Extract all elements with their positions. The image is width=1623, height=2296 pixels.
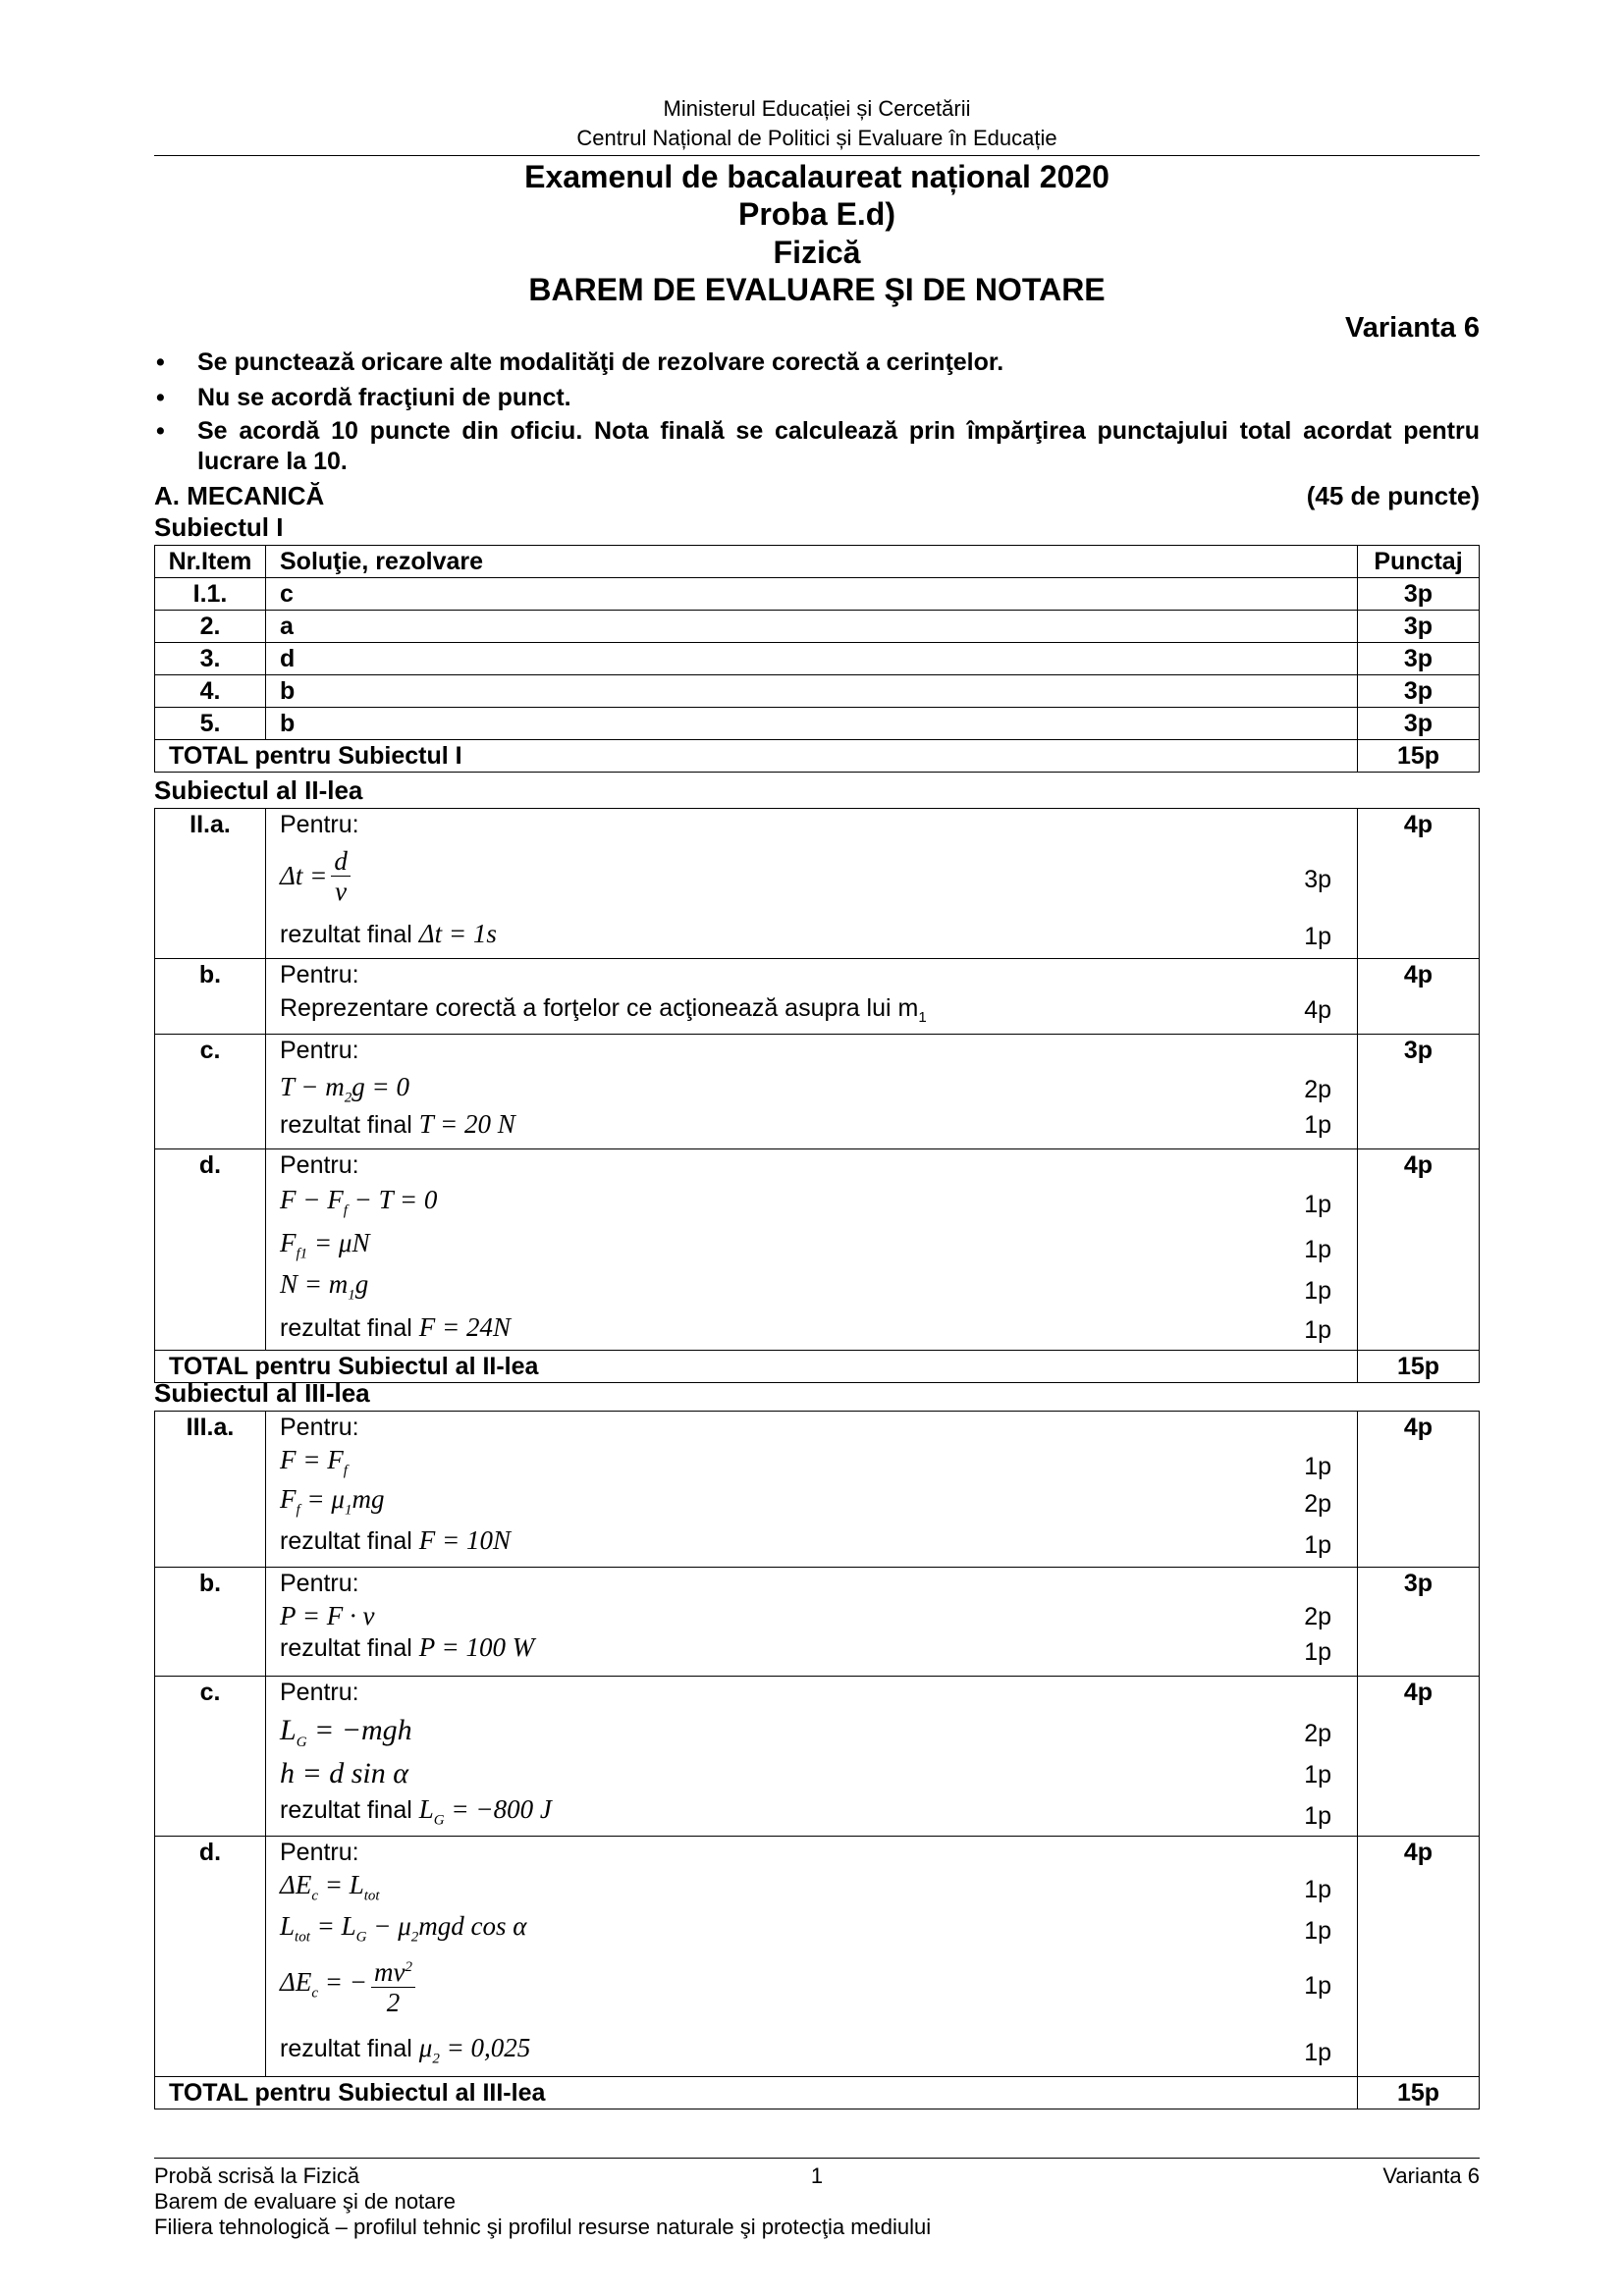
footer-rule	[154, 2158, 1480, 2159]
formula-line: $F - F_f - T = 0$ 1p	[280, 1185, 1331, 1219]
result-line: rezultat final F = 24N 1p	[280, 1312, 1331, 1344]
section-header	[154, 481, 1480, 511]
rule-item: • Se punctează oricare alte modalităţi de rezolvare corectă a cerinţelor.	[154, 346, 1480, 379]
line-points: 1p	[1304, 1236, 1331, 1263]
formula-line: Δt = $\frac{d}{v}$ 3p	[280, 846, 1331, 906]
answer: b	[266, 675, 1358, 708]
rule-item: • Se acordă 10 puncte din oficiu. Nota finală se calculează prin împărţirea punctajului total acordat pentru lucrare la 10.	[156, 417, 1480, 475]
total-points: 15p	[1358, 2077, 1480, 2109]
result-line: rezultat final Δt = 1s 1p	[280, 919, 1331, 950]
barem-title: BAREM DE EVALUARE ŞI DE NOTARE	[528, 272, 1106, 307]
section-title: A. MECANICĂ	[154, 481, 325, 510]
subject1-table	[154, 545, 1480, 773]
item-points: 3p	[1358, 611, 1480, 643]
line-points: 2p	[1304, 1076, 1331, 1103]
item-number: d.	[155, 1837, 266, 2077]
item-row-IIa	[155, 809, 1480, 959]
bullet-icon: •	[156, 384, 165, 411]
line-points: 1p	[1304, 1802, 1331, 1830]
col-header-points: Punctaj	[1358, 546, 1480, 578]
item-row-IId	[155, 1149, 1480, 1351]
formula-line: h = d sin α 1p	[280, 1757, 1331, 1789]
solution-cell	[266, 1035, 1358, 1149]
total-row	[155, 2077, 1480, 2109]
item-row-IIId	[155, 1837, 1480, 2077]
pentru-label: Pentru:	[280, 961, 359, 988]
line-points: 2p	[1304, 1720, 1331, 1747]
line-points: 1p	[1304, 1191, 1331, 1218]
item-number: c.	[155, 1677, 266, 1837]
subject3-title: Subiectul al III-lea	[154, 1378, 370, 1408]
center-name: Centrul Național de Politici și Evaluare în Educație	[576, 126, 1057, 150]
subject2-table	[154, 808, 1480, 1383]
total-label: TOTAL pentru Subiectul I	[155, 740, 1358, 773]
fraction: $\frac{mv^2}{2}$	[371, 1952, 415, 2017]
formula-line: $\Delta E_c = L_{tot}$ 1p	[280, 1870, 1331, 1904]
item-points: 4p	[1358, 1412, 1480, 1568]
proba-title: Proba E.d)	[737, 196, 895, 232]
item-points: 4p	[1358, 1837, 1480, 2077]
variant-label: Varianta 6	[1344, 312, 1480, 344]
subject1-title: Subiectul I	[154, 512, 284, 542]
solution-cell	[266, 809, 1358, 959]
footer-profile: Filiera tehnologică – profilul tehnic şi profilul resurse naturale şi protecţia mediului	[154, 2215, 932, 2239]
solution-cell	[266, 1837, 1358, 2077]
item-points: 4p	[1358, 1149, 1480, 1351]
item-points: 4p	[1358, 959, 1480, 1035]
table-row	[155, 675, 1480, 708]
item-row-IIc	[155, 1035, 1480, 1149]
answer: d	[266, 643, 1358, 675]
result-line: rezultat final T = 20 N 1p	[280, 1109, 1331, 1139]
item-row-IIIb	[155, 1568, 1480, 1677]
pentru-label: Pentru:	[280, 1570, 359, 1597]
total-label: TOTAL pentru Subiectul al II-lea	[155, 1351, 1358, 1383]
bullet-icon: •	[156, 417, 165, 445]
formula-line: $T - m_2g = 0$ 2p	[280, 1072, 1331, 1106]
table-row	[155, 578, 1480, 611]
rules-list	[154, 346, 1480, 477]
line-points: 1p	[1304, 2039, 1331, 2066]
item-number: 3.	[155, 643, 266, 675]
fraction: $\frac{d}{v}$	[331, 846, 351, 906]
line-points: 3p	[1304, 866, 1331, 893]
section-points: (45 de puncte)	[1306, 481, 1480, 510]
table-row	[155, 611, 1480, 643]
result-line: rezultat final $\mu_2 = 0,025$ 1p	[280, 2033, 1331, 2067]
pentru-label: Pentru:	[280, 1679, 359, 1706]
formula-line: $F = F_f$ 1p	[280, 1445, 1331, 1480]
ministry-name: Ministerul Educației și Cercetării	[663, 96, 971, 121]
line-points: 1p	[1304, 923, 1331, 950]
line-points: 1p	[1304, 1638, 1331, 1666]
subject-title: Fizică	[773, 235, 861, 270]
formula-line: $\Delta E_c$ = − $\frac{mv^2}{2}$ 1p	[280, 1952, 1357, 2017]
item-points: 3p	[1358, 708, 1480, 740]
answer: b	[266, 708, 1358, 740]
solution-cell	[266, 1677, 1358, 1837]
line-points: 1p	[1304, 1917, 1331, 1945]
pentru-label: Pentru:	[280, 1414, 359, 1441]
item-number: b.	[155, 1568, 266, 1677]
line-points: 1p	[1304, 1972, 1331, 2000]
item-points: 4p	[1358, 809, 1480, 959]
item-row-IIb	[155, 959, 1480, 1035]
line-points: 1p	[1304, 1761, 1331, 1789]
col-header-solution: Soluţie, rezolvare	[266, 546, 1358, 578]
table-row	[155, 643, 1480, 675]
page-number: 1	[810, 2163, 824, 2188]
line-points: 2p	[1304, 1490, 1331, 1518]
answer: a	[266, 611, 1358, 643]
item-points: 4p	[1358, 1677, 1480, 1837]
line-points: 1p	[1304, 1316, 1331, 1344]
pentru-label: Pentru:	[280, 1037, 359, 1064]
item-number: d.	[155, 1149, 266, 1351]
item-number: 5.	[155, 708, 266, 740]
item-points: 3p	[1358, 1035, 1480, 1149]
result-line: rezultat final F = 10N 1p	[280, 1525, 1331, 1559]
total-label: TOTAL pentru Subiectul al III-lea	[155, 2077, 1358, 2109]
item-number: 4.	[155, 675, 266, 708]
line-points: 1p	[1304, 1111, 1331, 1139]
item-points: 3p	[1358, 675, 1480, 708]
formula-line: P = F · v 2p	[280, 1601, 1331, 1630]
item-number: I.1.	[155, 578, 266, 611]
table-header-row	[155, 546, 1480, 578]
item-row-IIIa	[155, 1412, 1480, 1568]
item-number: II.a.	[155, 809, 266, 959]
footer-exam-name: Probă scrisă la Fizică	[154, 2163, 360, 2188]
item-points: 3p	[1358, 1568, 1480, 1677]
formula-line: $N = m_1g$ 1p	[280, 1269, 1331, 1305]
footer-doc-type: Barem de evaluare şi de notare	[154, 2189, 456, 2214]
solution-cell	[266, 1412, 1358, 1568]
pentru-label: Pentru:	[280, 1839, 359, 1866]
pentru-label: Pentru:	[280, 1151, 359, 1179]
total-points: 15p	[1358, 740, 1480, 773]
item-points: 3p	[1358, 643, 1480, 675]
formula-line: $F_{f1} = \mu N$ 1p	[280, 1228, 1331, 1263]
item-number: 2.	[155, 611, 266, 643]
item-points: 3p	[1358, 578, 1480, 611]
col-header-item: Nr.Item	[155, 546, 266, 578]
answer: c	[266, 578, 1358, 611]
solution-cell	[266, 1568, 1358, 1677]
footer	[154, 2163, 1480, 2240]
solution-cell	[266, 959, 1358, 1035]
text-line: Reprezentare corectă a forţelor ce acţionează asupra lui $m_1$ 4p	[280, 994, 1331, 1026]
line-points: 1p	[1304, 1277, 1331, 1305]
result-line: rezultat final $L_G = -800$ J 1p	[280, 1794, 1331, 1830]
table-row	[155, 708, 1480, 740]
item-number: c.	[155, 1035, 266, 1149]
total-points: 15p	[1358, 1351, 1480, 1383]
footer-variant: Varianta 6	[1382, 2163, 1480, 2188]
formula-line: $F_f = \mu_1mg$ 2p	[280, 1484, 1331, 1519]
bullet-icon: •	[156, 348, 165, 376]
line-points: 4p	[1304, 996, 1331, 1024]
subject2-title: Subiectul al II-lea	[154, 775, 363, 805]
formula-line: $L_{tot} = L_G - \mu_2mgd$ cos α 1p	[280, 1911, 1331, 1946]
subject3-table	[154, 1411, 1480, 2109]
rule-item: • Nu se acordă fracţiuni de punct.	[154, 381, 1480, 414]
item-number: III.a.	[155, 1412, 266, 1568]
item-number: b.	[155, 959, 266, 1035]
formula-line: $L_G = -mgh$ 2p	[280, 1714, 1331, 1750]
total-row	[155, 740, 1480, 773]
exam-title: Examenul de bacalaureat național 2020	[524, 159, 1109, 194]
line-points: 1p	[1304, 1453, 1331, 1480]
solution-cell	[266, 1149, 1358, 1351]
line-points: 2p	[1304, 1603, 1331, 1630]
line-points: 1p	[1304, 1531, 1331, 1559]
item-row-IIIc	[155, 1677, 1480, 1837]
line-points: 1p	[1304, 1876, 1331, 1903]
result-line: rezultat final P = 100 W 1p	[280, 1632, 1331, 1666]
header-rule	[154, 155, 1480, 156]
pentru-label: Pentru:	[280, 811, 359, 838]
